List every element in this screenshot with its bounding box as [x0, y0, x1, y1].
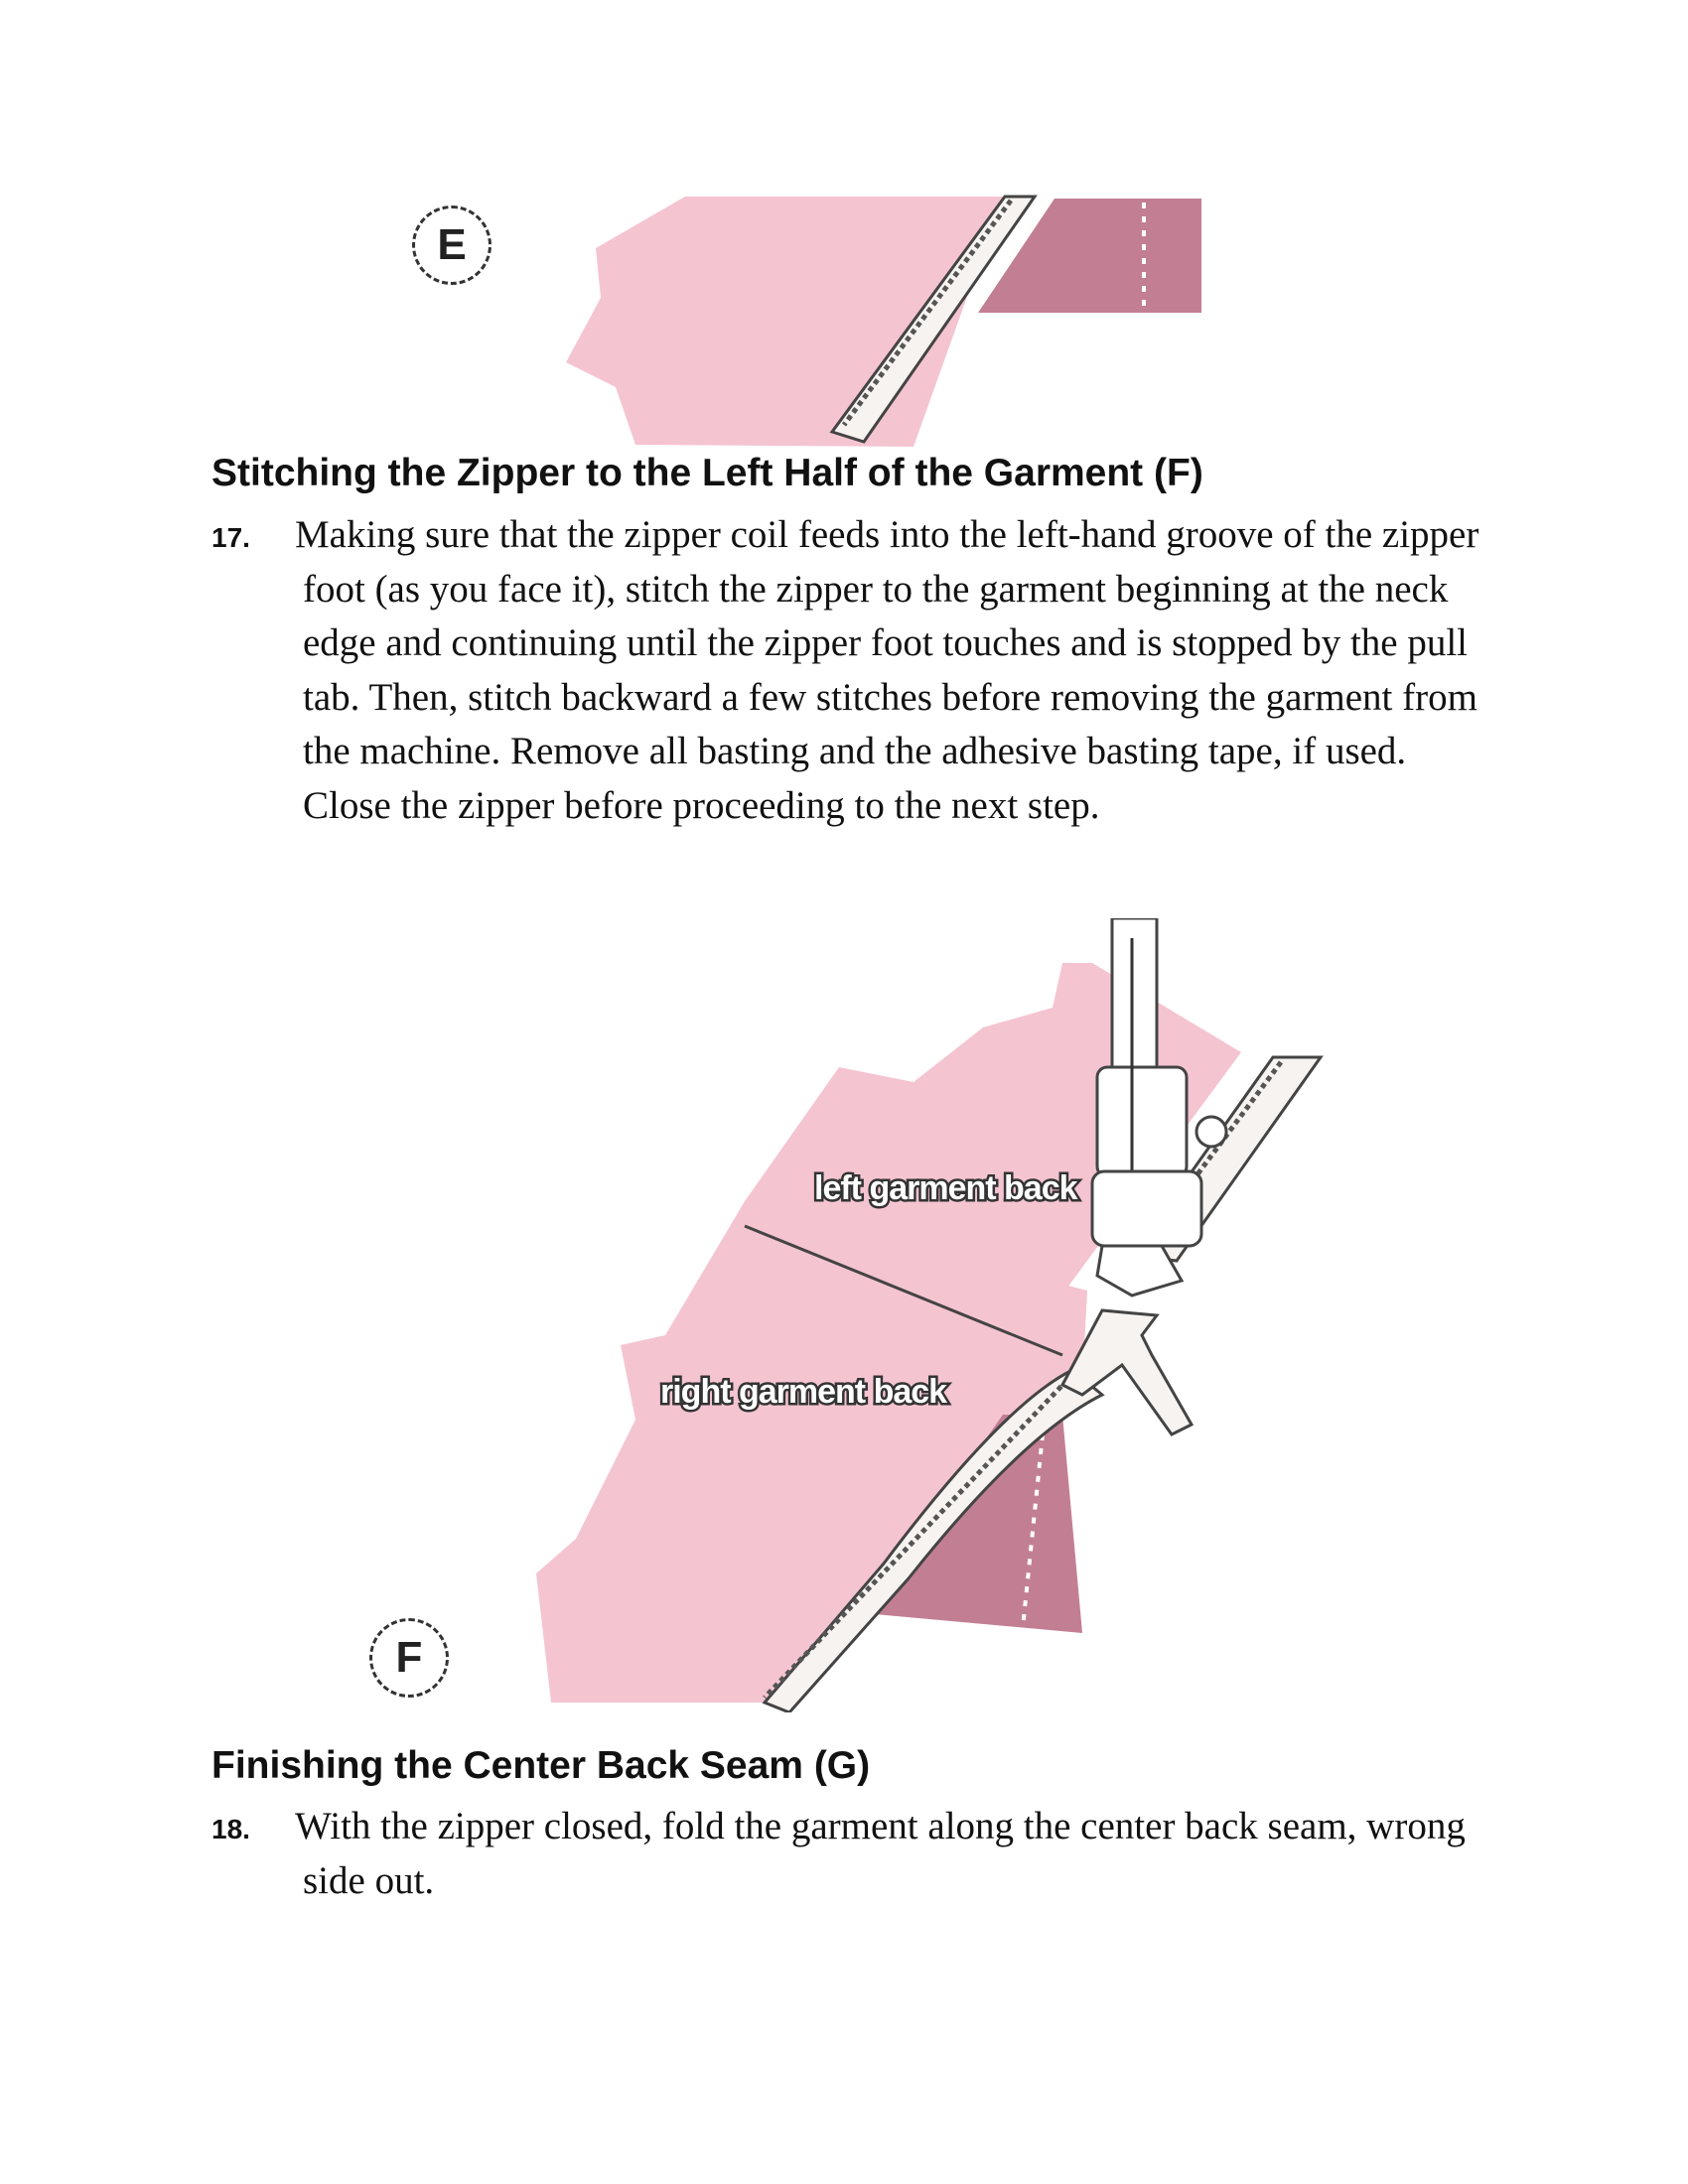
figure-e-tag: E [412, 205, 492, 285]
left-garment-back-label: left garment back [814, 1169, 1077, 1207]
figure-e-illustration [397, 189, 1241, 452]
step-17 [211, 508, 1502, 833]
section-heading-center-back-seam: Finishing the Center Back Seam (G) [211, 1744, 871, 1787]
step-text: Making sure that the zipper coil feeds into the left-hand groove of the zipper foot (as you face it), stitch the zipper to the garment beginning at the neck edge and continuing until the zipper foot touches and is stopped by the pull tab. Then, stitch backward a few stitches before removing the garment from the machine. Remove all basting and the adhesive basting tape, if used. Close the zipper before proceeding to the next step. [295, 513, 1479, 827]
step-number: 18. [211, 1814, 250, 1844]
needle-clamp [1097, 1067, 1187, 1176]
figure-f-tag: F [369, 1618, 449, 1698]
step-18 [211, 1800, 1502, 1908]
foot-screw [1196, 1117, 1226, 1147]
step-number: 17. [211, 522, 250, 553]
figure-f-illustration [348, 918, 1350, 1712]
right-garment-back-label: right garment back [660, 1373, 947, 1411]
section-heading-zipper-left: Stitching the Zipper to the Left Half of the Garment (F) [211, 452, 1203, 494]
zipper-foot-shank [1092, 1171, 1201, 1246]
step-text: With the zipper closed, fold the garment along the center back seam, wrong side out. [295, 1805, 1466, 1902]
